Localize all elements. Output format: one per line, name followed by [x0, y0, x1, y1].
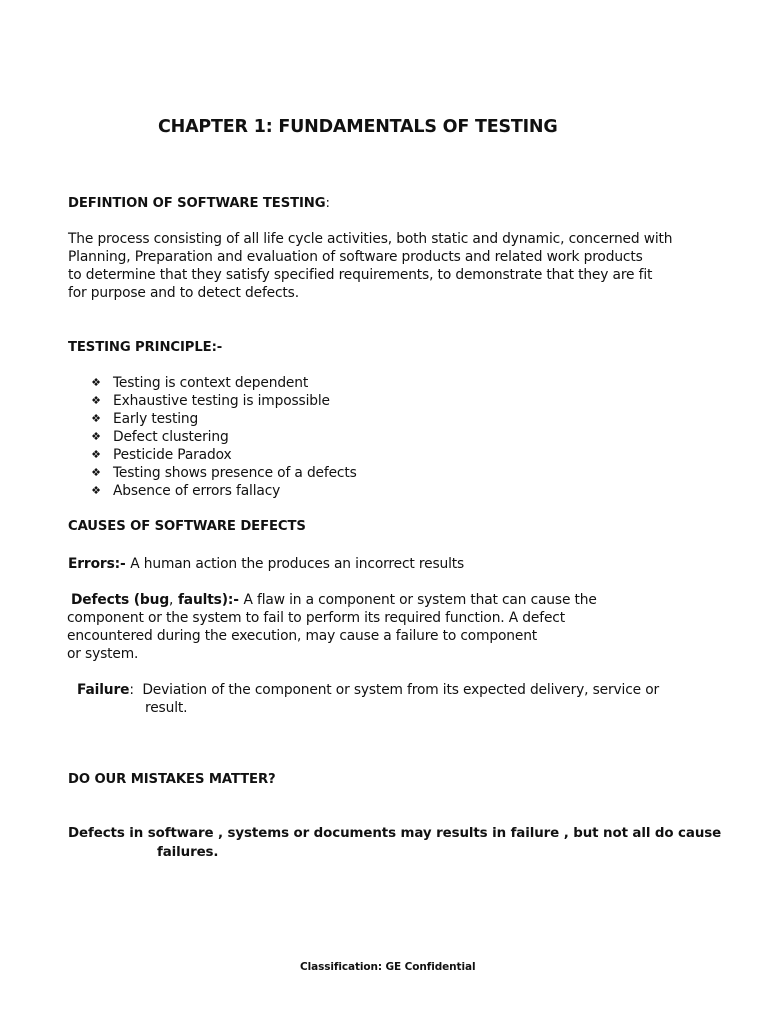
failure-line: Deviation of the component or system from its expected delivery, service or [142, 682, 660, 698]
errors-text: A human action the produces an incorrect results [130, 556, 465, 572]
principles-heading [68, 340, 222, 355]
defects-separator: :- [227, 592, 244, 608]
principles-heading-suffix: :- [211, 340, 223, 355]
list-item-text: Absence of errors fallacy [113, 483, 281, 499]
failure-definition [77, 681, 717, 717]
defects-term: Defects (bug [71, 592, 170, 608]
list-item-text: Testing shows presence of a defects [113, 465, 357, 481]
list-item [90, 374, 357, 392]
definition-line: to determine that they satisfy specified requirements, to demonstrate that they are fit [68, 267, 653, 283]
defects-term-comma: , [169, 592, 174, 608]
list-item-text: Exhaustive testing is impossible [113, 393, 330, 409]
definition-heading-suffix: : [325, 196, 330, 211]
list-item-text: Pesticide Paradox [113, 447, 232, 463]
defects-term-faults: faults) [173, 592, 228, 608]
defects-line: encountered during the execution, may cause a failure to component [67, 628, 538, 644]
list-item [90, 410, 357, 428]
defects-first-line [67, 591, 707, 609]
errors-definition [68, 555, 464, 573]
list-item [90, 464, 357, 482]
list-item [90, 428, 357, 446]
failure-term: Failure [77, 682, 130, 698]
list-item [90, 446, 357, 464]
mistakes-line: failures. [157, 845, 219, 860]
errors-separator: :- [114, 556, 131, 572]
errors-term: Errors [68, 556, 115, 572]
defects-line: component or the system to fail to perform its required function. A defect [67, 610, 565, 626]
failure-first-line [77, 681, 717, 699]
diamond-bullet-icon: ❖ [91, 484, 101, 497]
mistakes-paragraph [68, 824, 721, 862]
list-item [90, 392, 357, 410]
diamond-bullet-icon: ❖ [91, 412, 101, 425]
list-item-text: Testing is context dependent [113, 375, 309, 391]
causes-heading: CAUSES OF SOFTWARE DEFECTS [68, 519, 306, 534]
definition-heading [68, 196, 330, 211]
principles-list [90, 374, 357, 500]
definition-line: Planning, Preparation and evaluation of software products and related work products [68, 249, 643, 265]
classification-footer: Classification: GE Confidential [300, 961, 476, 973]
chapter-title: CHAPTER 1: FUNDAMENTALS OF TESTING [158, 117, 558, 137]
list-item-text: Early testing [113, 411, 199, 427]
principles-heading-text: TESTING PRINCIPLE [68, 340, 212, 355]
mistakes-line: Defects in software , systems or documents may results in failure , but not all do cause [68, 826, 722, 841]
mistakes-heading: DO OUR MISTAKES MATTER? [68, 772, 276, 787]
definition-line: for purpose and to detect defects. [68, 285, 299, 301]
list-item-text: Defect clustering [113, 429, 229, 445]
defects-line: or system. [67, 646, 139, 662]
diamond-bullet-icon: ❖ [91, 448, 101, 461]
diamond-bullet-icon: ❖ [91, 376, 101, 389]
definition-heading-text: DEFINTION OF SOFTWARE TESTING [68, 196, 326, 211]
definition-line: The process consisting of all life cycle activities, both static and dynamic, concerned with [68, 231, 673, 247]
definition-paragraph [68, 230, 708, 302]
diamond-bullet-icon: ❖ [91, 430, 101, 443]
failure-separator: : [129, 682, 143, 698]
diamond-bullet-icon: ❖ [91, 466, 101, 479]
defects-line: A flaw in a component or system that can cause the [243, 592, 597, 608]
defects-definition [67, 591, 707, 663]
failure-line: result. [145, 700, 188, 716]
list-item [90, 482, 357, 500]
diamond-bullet-icon: ❖ [91, 394, 101, 407]
